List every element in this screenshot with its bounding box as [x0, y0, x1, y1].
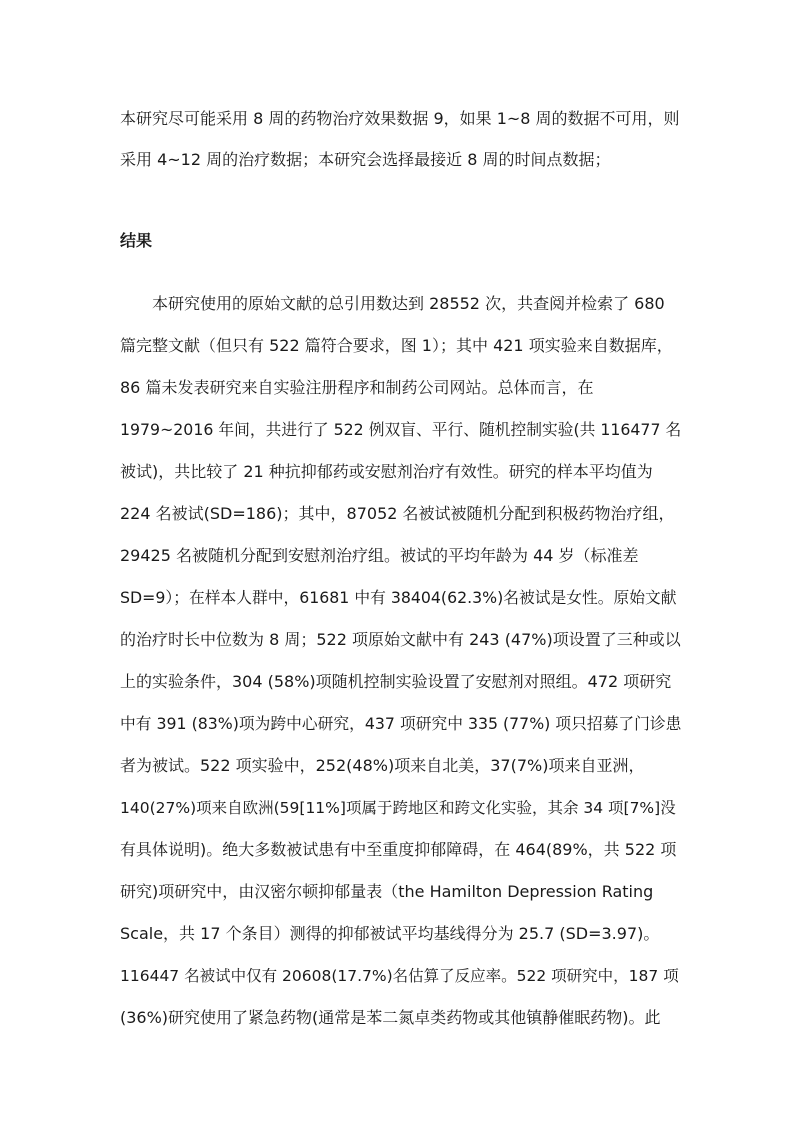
results-line-14: 有具体说明)。绝大多数被试患有中至重度抑郁障碍，在 464(89%，共 522 项: [120, 840, 677, 859]
results-line-13: 140(27%)项来自欧洲(59[11%]项属于跨地区和跨文化实验，其余 34 项[7%]没: [120, 799, 676, 817]
results-line-16: Scale，共 17 个条目）测得的抑郁被试平均基线得分为 25.7 (SD=3.97)。: [120, 924, 660, 943]
results-line-5: 被试)，共比较了 21 种抗抑郁药或安慰剂治疗有效性。研究的样本平均值为: [120, 462, 653, 481]
results-line-8: SD=9）；在样本人群中，61681 中有 38404(62.3%)名被试是女性。原始文献: [120, 588, 677, 607]
results-line-4: 1979~2016 年间，共进行了 522 例双盲、平行、随机控制实验(共 116477 名: [120, 420, 682, 439]
results-line-7: 29425 名被随机分配到安慰剂治疗组。被试的平均年龄为 44 岁（标准差: [120, 546, 639, 565]
results-line-10: 上的实验条件，304 (58%)项随机控制实验设置了安慰剂对照组。472 项研究: [120, 672, 672, 691]
intro-line-2: 采用 4~12 周的治疗数据；本研究会选择最接近 8 周的时间点数据；: [120, 150, 611, 169]
results-line-18: (36%)研究使用了紧急药物(通常是苯二氮卓类药物或其他镇静催眠药物)。此: [120, 1008, 661, 1027]
results-line-17: 116447 名被试中仅有 20608(17.7%)名估算了反应率。522 项研究中，187 项: [120, 967, 679, 985]
results-line-11: 中有 391 (83%)项为跨中心研究，437 项研究中 335 (77%) 项只招募了门诊患: [120, 714, 682, 733]
results-heading: 结果: [120, 231, 153, 250]
results-line-15: 研究)项研究中，由汉密尔顿抑郁量表（the Hamilton Depression Rating: [120, 882, 654, 901]
results-line-9: 的治疗时长中位数为 8 周；522 项原始文献中有 243 (47%)项设置了三种或以: [120, 630, 681, 649]
results-line-3: 86 篇未发表研究来自实验注册程序和制药公司网站。总体而言，在: [120, 378, 594, 397]
results-line-2: 篇完整文献（但只有 522 篇符合要求，图 1）；其中 421 项实验来自数据库，: [120, 336, 673, 355]
results-line-1: 本研究使用的原始文献的总引用数达到 28552 次，共查阅并检索了 680: [152, 294, 665, 313]
results-line-12: 者为被试。522 项实验中，252(48%)项来自北美，37(7%)项来自亚洲，: [120, 756, 645, 775]
results-line-6: 224 名被试(SD=186)；其中，87052 名被试被随机分配到积极药物治疗组，: [120, 504, 675, 523]
intro-line-1: 本研究尽可能采用 8 周的药物治疗效果数据 9，如果 1~8 周的数据不可用，则: [120, 109, 680, 128]
